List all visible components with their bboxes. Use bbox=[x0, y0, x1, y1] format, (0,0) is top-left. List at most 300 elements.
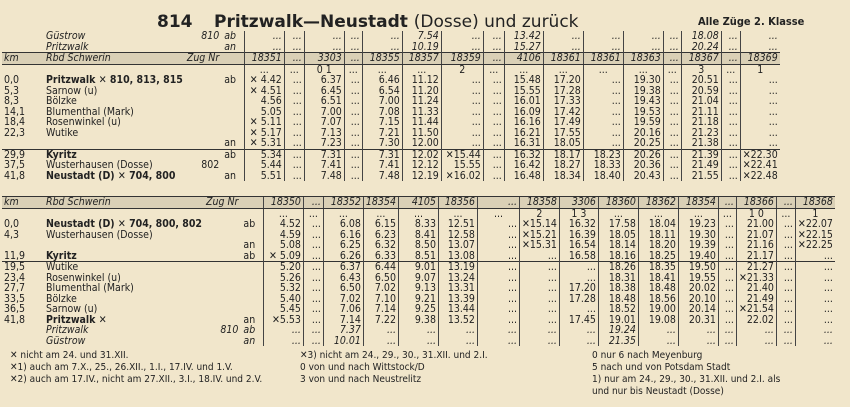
time-cell: 13.24 bbox=[438, 273, 477, 284]
section-cell bbox=[204, 240, 241, 251]
time-cell: ... bbox=[284, 42, 304, 53]
time-cell: ... bbox=[284, 171, 304, 182]
time-cell: ... bbox=[483, 75, 504, 86]
time-cell: ... bbox=[718, 325, 736, 336]
table-row bbox=[2, 304, 835, 315]
time-cell: ... bbox=[795, 325, 834, 336]
time-cell: 20.10 bbox=[678, 294, 718, 305]
km-cell: 4,3 bbox=[4, 229, 20, 240]
time-cell: 19.50 bbox=[678, 262, 718, 273]
time-cell: 17.20 bbox=[559, 283, 598, 294]
time-cell: ... bbox=[483, 42, 504, 53]
time-cell: ... bbox=[721, 160, 740, 171]
km-cell bbox=[2, 42, 44, 53]
time-cell: ... bbox=[244, 64, 284, 75]
time-cell: 7.15 bbox=[362, 117, 402, 128]
time-cell: 5.08 bbox=[263, 240, 303, 251]
time-cell: 13.19 bbox=[438, 262, 477, 273]
time-cell: ... bbox=[477, 294, 519, 305]
train-number: 4105 bbox=[398, 197, 438, 209]
station-cell: Neustadt (D) ✕ 704, 800 bbox=[46, 170, 176, 181]
time-cell: ... bbox=[718, 304, 736, 315]
section-cell bbox=[204, 251, 241, 262]
time-cell: 18.52 bbox=[598, 304, 638, 315]
time-cell: ... bbox=[483, 160, 504, 171]
time-cell: ... bbox=[795, 283, 834, 294]
time-cell: 15.27 bbox=[504, 42, 543, 53]
time-cell: 18.20 bbox=[638, 240, 678, 251]
arrival-departure-cell bbox=[241, 273, 263, 284]
lower-body bbox=[2, 197, 835, 347]
time-cell: ... bbox=[721, 128, 740, 139]
route-title bbox=[214, 12, 579, 32]
time-cell: 5.32 bbox=[263, 283, 303, 294]
arrival-departure-cell: an bbox=[224, 41, 237, 53]
time-cell: 11.24 bbox=[402, 96, 441, 107]
time-cell: ... bbox=[344, 107, 362, 118]
arrival-departure-cell bbox=[241, 283, 263, 294]
time-cell: ... bbox=[284, 75, 304, 86]
time-cell: 6.08 bbox=[323, 219, 363, 230]
time-cell: ... bbox=[398, 336, 438, 347]
time-cell: ... bbox=[284, 86, 304, 97]
time-cell: 20.31 bbox=[678, 315, 718, 326]
time-cell: ✕22.41 bbox=[740, 160, 779, 171]
section-cell bbox=[204, 315, 241, 326]
time-cell: ... bbox=[363, 208, 398, 219]
arrival-departure-cell bbox=[222, 53, 244, 65]
time-cell: 18.34 bbox=[543, 171, 583, 182]
time-cell: ... bbox=[583, 107, 623, 118]
section-cell bbox=[204, 294, 241, 305]
time-cell: ... bbox=[718, 240, 736, 251]
time-cell: 6.25 bbox=[323, 240, 363, 251]
time-cell: ... bbox=[721, 31, 740, 42]
time-cell: 21.49 bbox=[736, 294, 776, 305]
time-cell: ... bbox=[718, 208, 736, 219]
arrival-departure-cell bbox=[222, 64, 244, 75]
time-cell: ... bbox=[663, 149, 681, 160]
time-cell: 13.31 bbox=[438, 283, 477, 294]
time-cell: ... bbox=[623, 31, 663, 42]
time-cell: ... bbox=[519, 336, 559, 347]
time-cell: ... bbox=[477, 262, 519, 273]
time-cell: 6.54 bbox=[362, 86, 402, 97]
table-row bbox=[2, 273, 835, 284]
time-cell: ... bbox=[263, 336, 303, 347]
time-cell: 11.50 bbox=[402, 128, 441, 139]
time-cell: ... bbox=[559, 336, 598, 347]
arrival-departure-cell: an bbox=[243, 240, 256, 251]
time-cell: 21.23 bbox=[681, 128, 721, 139]
table-row bbox=[2, 219, 835, 230]
time-cell: 13.39 bbox=[438, 294, 477, 305]
time-cell: ... bbox=[663, 31, 681, 42]
time-cell: ... bbox=[477, 315, 519, 326]
time-cell: ... bbox=[303, 240, 323, 251]
time-cell: 17.45 bbox=[559, 315, 598, 326]
table-header-row bbox=[2, 53, 780, 65]
station-cell: Sarnow (u) bbox=[46, 85, 98, 96]
time-cell: ... bbox=[721, 42, 740, 53]
time-cell: 7.23 bbox=[304, 138, 344, 149]
km-cell: 41,8 bbox=[4, 314, 26, 325]
footnote-right: und nur bis Neustadt (Dosse) bbox=[592, 386, 724, 397]
time-cell: 9.21 bbox=[398, 294, 438, 305]
time-cell: ... bbox=[303, 283, 323, 294]
time-cell: 6.50 bbox=[363, 273, 398, 284]
arrival-departure-cell bbox=[241, 197, 263, 209]
time-cell: 6.51 bbox=[304, 96, 344, 107]
station-cell: Sarnow (u) bbox=[46, 304, 98, 315]
time-cell: ... bbox=[483, 86, 504, 97]
time-cell: 18.23 bbox=[583, 149, 623, 160]
time-cell: ... bbox=[441, 117, 483, 128]
time-cell: ✕21.33 bbox=[736, 273, 776, 284]
km-cell: 5,3 bbox=[4, 85, 20, 96]
time-cell: ... bbox=[303, 208, 323, 219]
time-cell: ... bbox=[583, 128, 623, 139]
time-cell: 21.35 bbox=[598, 336, 638, 347]
table-row bbox=[2, 138, 780, 149]
train-number: 18354 bbox=[363, 197, 398, 209]
station-cell: Rosenwinkel (u) bbox=[46, 117, 121, 128]
section-cell: 802 bbox=[201, 160, 220, 171]
arrival-departure-cell: ab bbox=[222, 149, 244, 160]
time-cell: ... bbox=[519, 325, 559, 336]
arrival-departure-cell bbox=[222, 117, 244, 128]
time-cell: ... bbox=[284, 96, 304, 107]
time-cell: ... bbox=[795, 294, 834, 305]
time-cell: ... bbox=[441, 42, 483, 53]
time-cell: ✕21.54 bbox=[736, 304, 776, 315]
time-cell: ... bbox=[398, 208, 438, 219]
time-cell: 18.48 bbox=[638, 283, 678, 294]
time-cell: ... bbox=[304, 31, 344, 42]
train-number: 18367 bbox=[681, 53, 721, 65]
table-row bbox=[2, 160, 780, 171]
time-cell: ... bbox=[303, 230, 323, 241]
time-cell: ... bbox=[776, 325, 795, 336]
class-note: Alle Züge 2. Klasse bbox=[698, 15, 805, 28]
time-cell: 21.18 bbox=[681, 117, 721, 128]
time-cell: ... bbox=[519, 273, 559, 284]
time-cell: 6.43 bbox=[323, 273, 363, 284]
train-number: ... bbox=[718, 197, 736, 209]
km-cell: 18,4 bbox=[4, 117, 26, 128]
symbol-row bbox=[2, 64, 780, 75]
time-cell: ... bbox=[543, 64, 583, 75]
table-row bbox=[2, 86, 780, 97]
time-cell: ... bbox=[284, 149, 304, 160]
time-cell: ... bbox=[721, 149, 740, 160]
time-cell: ... bbox=[438, 336, 477, 347]
footnote-right: 0 nur 6 nach Meyenburg bbox=[592, 350, 703, 361]
time-cell: ... bbox=[441, 31, 483, 42]
time-cell: 19.55 bbox=[678, 273, 718, 284]
time-cell: ... bbox=[477, 273, 519, 284]
time-cell: ✕5.53 bbox=[263, 315, 303, 326]
km-cell bbox=[2, 208, 44, 219]
time-cell: 9.01 bbox=[398, 262, 438, 273]
train-number: 18366 bbox=[736, 197, 776, 209]
time-cell: ... bbox=[284, 138, 304, 149]
time-cell: 6.15 bbox=[363, 219, 398, 230]
time-cell: 19.08 bbox=[638, 315, 678, 326]
section-cell bbox=[204, 262, 241, 273]
time-cell: ... bbox=[263, 325, 303, 336]
time-cell: 7.14 bbox=[323, 315, 363, 326]
time-cell: ... bbox=[477, 325, 519, 336]
arrival-departure-cell: ab bbox=[243, 250, 256, 262]
time-cell: ... bbox=[543, 42, 583, 53]
time-cell: ... bbox=[776, 294, 795, 305]
time-cell: 20.51 bbox=[681, 75, 721, 86]
arrival-departure-cell: ab bbox=[243, 219, 256, 230]
time-cell: 6.50 bbox=[323, 283, 363, 294]
time-cell: 22.02 bbox=[736, 315, 776, 326]
table-row bbox=[2, 315, 835, 326]
arrival-departure-cell bbox=[241, 230, 263, 241]
train-number: 18354 bbox=[678, 197, 718, 209]
time-cell: 7.10 bbox=[363, 294, 398, 305]
time-cell: 21.40 bbox=[736, 283, 776, 294]
time-cell: ... bbox=[543, 31, 583, 42]
time-cell: ... bbox=[477, 230, 519, 241]
arrival-departure-cell bbox=[241, 294, 263, 305]
time-cell: 7.41 bbox=[304, 160, 344, 171]
time-cell: ... bbox=[638, 325, 678, 336]
time-cell: 20.25 bbox=[623, 138, 663, 149]
time-cell: 18.48 bbox=[598, 294, 638, 305]
time-cell: 0 1 bbox=[304, 64, 344, 75]
time-cell: 8.33 bbox=[398, 219, 438, 230]
time-cell: 20.14 bbox=[678, 304, 718, 315]
section-cell bbox=[185, 86, 222, 97]
time-cell: ✕15.44 bbox=[441, 149, 483, 160]
time-cell: ... bbox=[583, 64, 623, 75]
time-cell: ... bbox=[477, 336, 519, 347]
station-cell: Pritzwalk bbox=[46, 41, 89, 53]
time-cell: ... bbox=[362, 64, 402, 75]
time-cell: 20.24 bbox=[681, 42, 721, 53]
arrival-departure-cell: an bbox=[224, 170, 237, 181]
station-cell bbox=[44, 64, 185, 75]
time-cell: ... bbox=[483, 149, 504, 160]
station-cell: Blumenthal (Mark) bbox=[46, 283, 134, 294]
time-cell: ... bbox=[721, 86, 740, 97]
km-cell: 14,1 bbox=[4, 106, 26, 117]
time-cell: 6.26 bbox=[323, 251, 363, 262]
time-cell: ... bbox=[776, 273, 795, 284]
time-cell: 18.14 bbox=[598, 240, 638, 251]
time-cell: ✕22.15 bbox=[795, 230, 834, 241]
time-cell: ... bbox=[776, 304, 795, 315]
time-cell: ... bbox=[504, 64, 543, 75]
station-cell: Wusterhausen (Dosse) bbox=[46, 229, 153, 240]
time-cell: 9.07 bbox=[398, 273, 438, 284]
time-cell: 21.07 bbox=[736, 230, 776, 241]
time-cell: ... bbox=[721, 171, 740, 182]
time-cell: 20.16 bbox=[623, 128, 663, 139]
time-cell: ... bbox=[244, 42, 284, 53]
time-cell: ✕15.21 bbox=[519, 230, 559, 241]
station-cell: Kyritz bbox=[46, 250, 77, 262]
time-cell: 16.39 bbox=[559, 230, 598, 241]
time-cell: ... bbox=[303, 325, 323, 336]
train-number: 18357 bbox=[402, 53, 441, 65]
arrival-departure-cell bbox=[241, 208, 263, 219]
time-cell: ... bbox=[776, 251, 795, 262]
time-cell: 16.01 bbox=[504, 96, 543, 107]
time-cell: ... bbox=[344, 171, 362, 182]
time-cell: ... bbox=[740, 86, 779, 97]
time-cell: ... bbox=[718, 251, 736, 262]
time-cell: ... bbox=[583, 117, 623, 128]
time-cell: 16.58 bbox=[559, 251, 598, 262]
train-number: 18362 bbox=[638, 197, 678, 209]
time-cell: 7.14 bbox=[363, 304, 398, 315]
time-cell: 6.16 bbox=[323, 230, 363, 241]
train-number: ... bbox=[303, 197, 323, 209]
time-cell: ... bbox=[303, 315, 323, 326]
train-number: 18350 bbox=[263, 197, 303, 209]
time-cell: ... bbox=[663, 160, 681, 171]
time-cell: 18.38 bbox=[598, 283, 638, 294]
time-cell: ... bbox=[284, 117, 304, 128]
time-cell: 21.17 bbox=[736, 251, 776, 262]
train-number: ... bbox=[721, 53, 740, 65]
time-cell: ... bbox=[344, 149, 362, 160]
time-cell: ... bbox=[740, 138, 779, 149]
section-cell bbox=[204, 336, 241, 347]
time-cell: 6.46 bbox=[362, 75, 402, 86]
time-cell: ... bbox=[483, 64, 504, 75]
arrival-departure-cell bbox=[222, 160, 244, 171]
time-cell: ... bbox=[583, 96, 623, 107]
route-name: Pritzwalk—Neustadt bbox=[214, 12, 408, 32]
time-cell: 7.02 bbox=[323, 294, 363, 305]
section-cell bbox=[204, 304, 241, 315]
station-cell: Kyritz bbox=[44, 149, 185, 160]
time-cell: ... bbox=[776, 262, 795, 273]
train-number: 3306 bbox=[559, 197, 598, 209]
km-cell bbox=[2, 31, 44, 42]
time-cell: ... bbox=[344, 86, 362, 97]
time-cell: ... bbox=[795, 251, 834, 262]
section-cell bbox=[185, 107, 222, 118]
time-cell: 18.25 bbox=[638, 251, 678, 262]
section-cell bbox=[185, 117, 222, 128]
time-cell: ... bbox=[559, 304, 598, 315]
time-cell: 18.16 bbox=[598, 251, 638, 262]
upper-body bbox=[2, 31, 780, 181]
time-cell: ... bbox=[776, 219, 795, 230]
time-cell: ... bbox=[718, 336, 736, 347]
time-cell: 7.41 bbox=[362, 160, 402, 171]
time-cell: ... bbox=[736, 336, 776, 347]
arrival-departure-cell bbox=[241, 304, 263, 315]
time-cell: ... bbox=[398, 325, 438, 336]
station-cell: Pritzwalk ✕ bbox=[46, 314, 107, 325]
arrival-departure-cell bbox=[222, 128, 244, 139]
time-cell: ... bbox=[721, 117, 740, 128]
arrival-departure-cell bbox=[222, 86, 244, 97]
footnote-left: ✕2) auch am 17.IV., nicht am 27.XII., 3.I., 18.IV. und 2.V. bbox=[10, 374, 263, 385]
arrival-departure-cell bbox=[222, 96, 244, 107]
time-cell: 18.11 bbox=[638, 230, 678, 241]
time-cell: ... bbox=[344, 31, 362, 42]
time-cell: 17.28 bbox=[543, 86, 583, 97]
train-number: 18355 bbox=[362, 53, 402, 65]
km-cell bbox=[2, 336, 44, 347]
time-cell: ... bbox=[344, 96, 362, 107]
time-cell: 16.21 bbox=[504, 128, 543, 139]
km-cell: km bbox=[2, 53, 44, 65]
time-cell: 19.23 bbox=[678, 219, 718, 230]
time-cell: 8.50 bbox=[398, 240, 438, 251]
station-cell: Wusterhausen (Dosse) bbox=[46, 160, 153, 171]
time-cell: ... bbox=[623, 64, 663, 75]
time-cell: ... bbox=[776, 283, 795, 294]
time-cell: ... bbox=[559, 325, 598, 336]
time-cell: ... bbox=[583, 86, 623, 97]
time-cell: 7.21 bbox=[362, 128, 402, 139]
time-cell: ... bbox=[623, 42, 663, 53]
km-cell: 22,3 bbox=[4, 127, 26, 138]
time-cell: 16.32 bbox=[559, 219, 598, 230]
time-cell: ... bbox=[718, 230, 736, 241]
time-cell: ... bbox=[721, 96, 740, 107]
station-cell: Pritzwalk ✕ 810, 813, 815 bbox=[46, 75, 183, 86]
section-cell: 810 bbox=[220, 325, 239, 336]
time-cell: 7.08 bbox=[362, 107, 402, 118]
train-number: 18351 bbox=[244, 53, 284, 65]
section-cell: 810 bbox=[201, 31, 220, 42]
time-cell: 12.51 bbox=[438, 219, 477, 230]
time-cell: ✕ 5.11 bbox=[244, 117, 284, 128]
time-cell: 7.31 bbox=[304, 149, 344, 160]
section-cell: Zug Nr bbox=[185, 53, 222, 65]
time-cell: ... bbox=[483, 107, 504, 118]
table-row bbox=[2, 240, 835, 251]
table-row bbox=[2, 117, 780, 128]
time-cell: ... bbox=[740, 128, 779, 139]
time-cell: ... bbox=[795, 262, 834, 273]
table-row bbox=[2, 42, 780, 53]
time-cell: ... bbox=[663, 171, 681, 182]
train-number: 18369 bbox=[740, 53, 779, 65]
time-cell: 19.38 bbox=[623, 86, 663, 97]
time-cell: 5.44 bbox=[244, 160, 284, 171]
train-number: ... bbox=[477, 197, 519, 209]
time-cell: ... bbox=[477, 208, 519, 219]
footnote-left: ✕1) auch am 7.X., 25., 26.XII., 1.I., 17.IV. und 1.V. bbox=[10, 362, 233, 373]
arrival-departure-cell: ab bbox=[243, 325, 256, 336]
time-cell: 12.19 bbox=[402, 171, 441, 182]
time-cell: 12.00 bbox=[402, 138, 441, 149]
time-cell: 18.31 bbox=[598, 273, 638, 284]
time-cell: 17.28 bbox=[559, 294, 598, 305]
section-cell bbox=[185, 75, 222, 86]
time-cell: 18.27 bbox=[543, 160, 583, 171]
time-cell: ... bbox=[483, 96, 504, 107]
time-cell: ... bbox=[284, 107, 304, 118]
arrival-departure-cell bbox=[241, 262, 263, 273]
time-cell: ... bbox=[718, 273, 736, 284]
time-cell: ... bbox=[477, 304, 519, 315]
arrival-departure-cell: an bbox=[243, 314, 256, 325]
